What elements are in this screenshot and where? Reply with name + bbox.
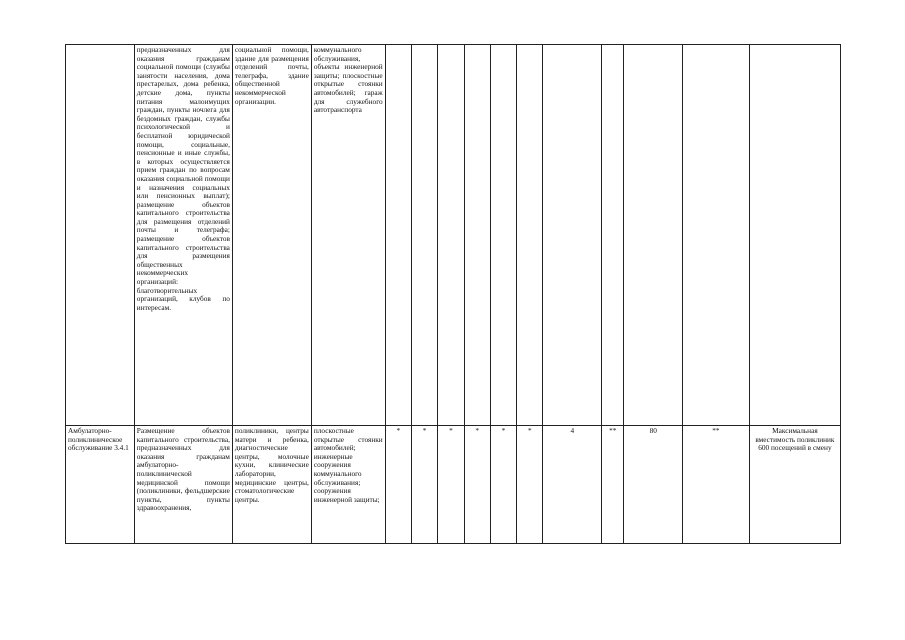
cell-description: предназначенных для оказания гражданам социальной помощи (службы занятости населения, дома престарелых, дома ребенка, детские дома, пункты питания малоимущих граждан, пункты ночлега для бездомных граждан, службы психологической и бесплатной юридической помощи, социальные, пенсионные и иные службы, в которых осуществляется прием граждан по вопросам оказания социальной помощи и назначения социальных или пенсионных выплат); размещение объектов капитального строительства для размещения отделений почты и телеграфа; размещение объектов капитального строительства для размещения общественных некоммерческих организаций: благотворительных организаций, клубов по интересам.: [134, 45, 232, 426]
cell-param: *: [411, 426, 437, 544]
cell-param: 80: [624, 426, 683, 544]
cell-param: *: [385, 426, 411, 544]
cell-note: [749, 45, 840, 426]
cell-param: [543, 45, 602, 426]
cell-auxiliary-uses: коммунального обслуживания, объекты инженерной защиты; плоскостные открытые стоянки автомобилей; гараж для служебного автотранспорта: [311, 45, 385, 426]
cell-use-name: Амбулаторно-поликлиническое обслуживание 3.4.1: [66, 426, 135, 544]
cell-param: *: [490, 426, 516, 544]
cell-param: [683, 45, 750, 426]
cell-param: *: [464, 426, 490, 544]
cell-param: *: [438, 426, 464, 544]
cell-param: [464, 45, 490, 426]
cell-description: Размещение объектов капитального строительства, предназначенных для оказания гражданам амбулаторно-поликлинической медицинской помощи (поликлиники, фельдшерские пункты, пункты здравоохранения,: [134, 426, 232, 544]
cell-param: [624, 45, 683, 426]
cell-param: [602, 45, 624, 426]
cell-param: **: [602, 426, 624, 544]
cell-param: **: [683, 426, 750, 544]
cell-auxiliary-uses: плоскостные открытые стоянки автомобилей; инженерные сооружения коммунального обслуживания; сооружения инженерной защиты;: [311, 426, 385, 544]
cell-param: [385, 45, 411, 426]
cell-param: 4: [543, 426, 602, 544]
cell-use-name: [66, 45, 135, 426]
cell-param: *: [517, 426, 543, 544]
cell-param: [411, 45, 437, 426]
cell-note: Максимальная вместимость поликлиник 600 посещений в смену: [749, 426, 840, 544]
cell-param: [438, 45, 464, 426]
table-row: [66, 45, 841, 426]
cell-param: [490, 45, 516, 426]
table-row: [66, 426, 841, 544]
cell-permitted-uses: социальной помощи, здание для размещения отделений почты, телеграфа, здание общественной некоммерческой организации.: [232, 45, 311, 426]
regulations-table: [65, 44, 841, 544]
cell-param: [517, 45, 543, 426]
cell-permitted-uses: поликлиники, центры матери и ребенка, диагностические центры, молочные кухни, клинические лаборатории, медицинские центры, стоматологические центры.: [232, 426, 311, 544]
